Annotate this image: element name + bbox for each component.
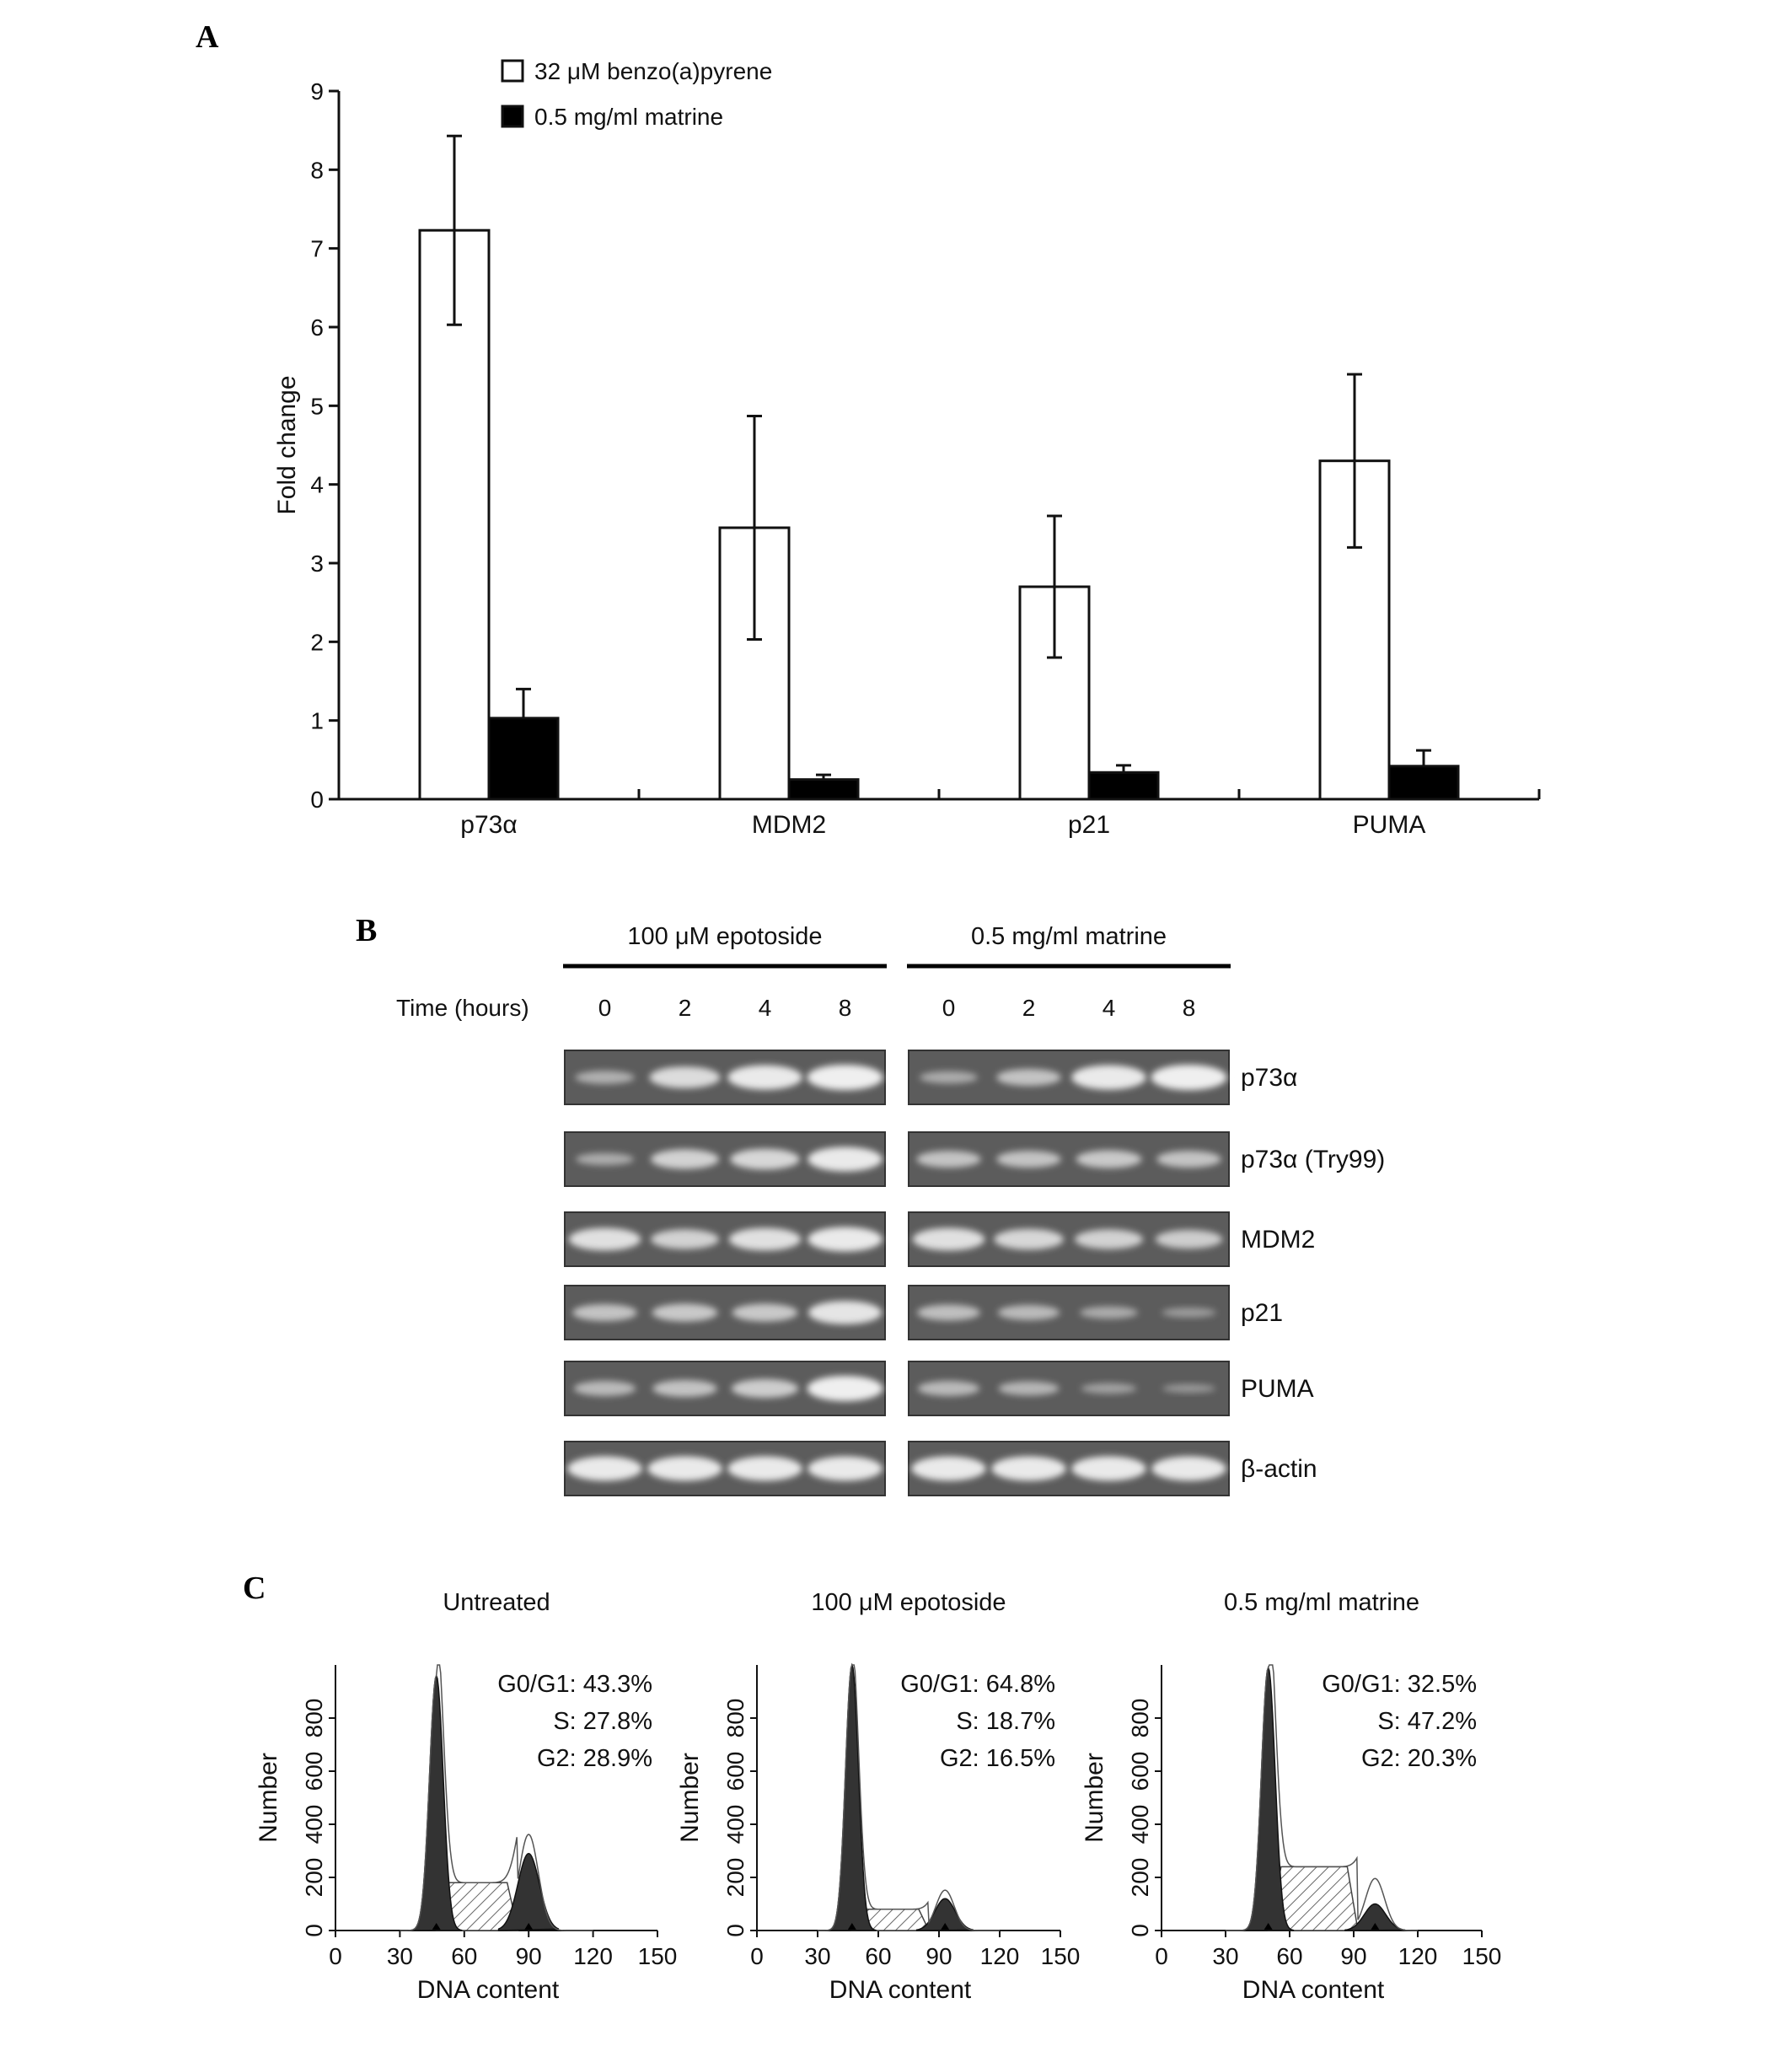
treatment-group-label: 100 μM epotoside (627, 923, 823, 950)
x-tick-label: 60 (865, 1943, 892, 1969)
protein-label: β-actin (1241, 1455, 1317, 1483)
time-point-label: 0 (598, 995, 612, 1021)
time-point-label: 4 (1102, 995, 1116, 1021)
phase-percentage: S: 18.7% (956, 1708, 1055, 1735)
blot-band (647, 1457, 722, 1481)
y-tick-label: 200 (1127, 1857, 1153, 1898)
blot-band (651, 1149, 719, 1168)
x-tick-label: 120 (1398, 1943, 1438, 1969)
category-label: p21 (1067, 811, 1111, 839)
blot-band (996, 1069, 1061, 1086)
y-tick-label: 6 (310, 314, 324, 341)
y-tick-label: 200 (301, 1857, 327, 1898)
bar (1089, 772, 1158, 799)
y-tick-label: 7 (310, 235, 324, 262)
y-tick-label: 0 (1127, 1924, 1153, 1937)
blot-band (920, 1071, 978, 1084)
blot-band (1080, 1307, 1138, 1319)
x-axis-label: DNA content (1242, 1976, 1385, 2004)
histogram-title: Untreated (443, 1589, 550, 1616)
x-tick-label: 30 (386, 1943, 413, 1969)
category-label: PUMA (1352, 811, 1426, 839)
blot-band (567, 1457, 642, 1481)
blot-band (999, 1382, 1060, 1396)
x-tick-label: 120 (573, 1943, 613, 1969)
blot-band (807, 1147, 883, 1172)
bar (789, 780, 858, 799)
blot-band (918, 1381, 980, 1396)
y-tick-label: 4 (310, 471, 324, 498)
y-tick-label: 800 (722, 1698, 748, 1738)
y-tick-label: 3 (310, 550, 324, 577)
x-tick-label: 150 (1462, 1943, 1502, 1969)
bar (489, 718, 558, 799)
blot-band (991, 1457, 1066, 1481)
x-tick-label: 30 (1212, 1943, 1239, 1969)
blot-band (911, 1457, 986, 1481)
protein-label: PUMA (1241, 1375, 1314, 1403)
blot-band (727, 1066, 802, 1090)
treatment-group-label: 0.5 mg/ml matrine (970, 923, 1167, 950)
y-tick-label: 400 (722, 1804, 748, 1845)
y-tick-label: 800 (301, 1698, 327, 1738)
phase-percentage: G2: 16.5% (939, 1745, 1055, 1772)
cell-cycle-panel-c (255, 1589, 1501, 2004)
blot-band (807, 1457, 883, 1481)
protein-label: p21 (1241, 1299, 1284, 1327)
protein-label: p73α (1241, 1064, 1298, 1092)
x-tick-label: 0 (750, 1943, 764, 1969)
blot-band (998, 1305, 1060, 1320)
panel-b-letter: B (356, 913, 378, 948)
y-tick-label: 0 (301, 1924, 327, 1937)
x-axis-label: DNA content (829, 1976, 972, 2004)
x-tick-label: 0 (329, 1943, 342, 1969)
y-tick-label: 400 (301, 1804, 327, 1845)
phase-percentage: G2: 20.3% (1360, 1745, 1477, 1772)
y-tick-label: 1 (310, 707, 324, 734)
blot-band (1151, 1457, 1226, 1481)
blot-band (917, 1305, 980, 1321)
blot-band (727, 1457, 802, 1481)
blot-band (576, 1153, 634, 1166)
blot-band (1076, 1150, 1142, 1168)
blot-band (994, 1229, 1064, 1250)
y-tick-label: 8 (310, 157, 324, 184)
blot-band (996, 1151, 1061, 1168)
time-point-label: 4 (758, 995, 772, 1021)
y-axis-label: Number (255, 1753, 282, 1843)
x-tick-label: 90 (926, 1943, 952, 1969)
blot-band (1071, 1457, 1146, 1481)
protein-label: MDM2 (1241, 1226, 1316, 1254)
phase-percentage: S: 47.2% (1377, 1708, 1477, 1735)
blot-band (732, 1379, 799, 1398)
x-tick-label: 60 (451, 1943, 478, 1969)
bar-chart-panel-a (273, 58, 1539, 839)
blot-band (1162, 1308, 1216, 1317)
blot-band (807, 1227, 883, 1252)
y-tick-label: 9 (310, 78, 324, 105)
panel-a-letter: A (196, 19, 219, 55)
blot-band (574, 1381, 636, 1396)
y-tick-label: 0 (722, 1924, 748, 1937)
time-point-label: 0 (942, 995, 956, 1021)
histogram-title: 0.5 mg/ml matrine (1223, 1589, 1420, 1616)
y-axis-label: Number (1081, 1753, 1108, 1843)
blot-band (916, 1151, 981, 1168)
legend-swatch (502, 106, 523, 126)
x-tick-label: 120 (979, 1943, 1020, 1969)
time-point-label: 8 (1182, 995, 1196, 1021)
blot-band (572, 1304, 637, 1321)
protein-label: p73α (Try99) (1241, 1146, 1386, 1173)
x-tick-label: 150 (1040, 1943, 1081, 1969)
x-tick-label: 0 (1155, 1943, 1168, 1969)
category-label: p73α (460, 811, 518, 839)
category-label: MDM2 (751, 811, 827, 839)
blot-band (913, 1228, 985, 1251)
x-tick-label: 90 (1340, 1943, 1367, 1969)
y-tick-label: 800 (1127, 1698, 1153, 1738)
g1-peak (828, 1665, 877, 1931)
y-tick-label: 600 (301, 1751, 327, 1791)
y-tick-label: 5 (310, 393, 324, 420)
blot-band (1156, 1230, 1223, 1249)
time-point-label: 2 (678, 995, 692, 1021)
blot-band (1075, 1229, 1143, 1249)
y-tick-label: 400 (1127, 1804, 1153, 1845)
x-tick-label: 60 (1276, 1943, 1303, 1969)
legend-label: 0.5 mg/ml matrine (534, 104, 724, 130)
legend-swatch (502, 61, 523, 81)
y-axis-label: Number (676, 1753, 704, 1843)
western-blot-panel-b (396, 923, 1385, 1496)
bar (1389, 766, 1458, 799)
x-axis-label: DNA content (416, 1976, 560, 2004)
x-tick-label: 150 (637, 1943, 678, 1969)
blot-band (575, 1071, 635, 1084)
blot-band (651, 1229, 719, 1249)
blot-band (807, 1376, 883, 1401)
y-axis-label: Fold change (273, 375, 301, 515)
time-axis-label: Time (hours) (396, 995, 529, 1021)
y-tick-label: 600 (1127, 1751, 1153, 1791)
phase-percentage: G2: 28.9% (536, 1745, 652, 1772)
time-point-label: 2 (1022, 995, 1036, 1021)
x-tick-label: 90 (515, 1943, 542, 1969)
phase-percentage: S: 27.8% (553, 1708, 652, 1735)
y-tick-label: 200 (722, 1857, 748, 1898)
blot-band (569, 1228, 641, 1251)
histogram-title: 100 μM epotoside (811, 1589, 1006, 1616)
y-tick-label: 0 (310, 787, 324, 813)
blot-band (1071, 1066, 1146, 1090)
y-tick-label: 600 (722, 1751, 748, 1791)
blot-band (729, 1228, 802, 1251)
blot-band (730, 1149, 800, 1170)
phase-percentage: G0/G1: 64.8% (900, 1671, 1055, 1698)
blot-band (1162, 1384, 1215, 1393)
blot-band (732, 1303, 798, 1321)
blot-band (1081, 1383, 1137, 1394)
panel-c-letter: C (243, 1571, 266, 1606)
blot-band (652, 1380, 717, 1397)
x-tick-label: 30 (804, 1943, 831, 1969)
blot-band (808, 1301, 882, 1324)
legend-label: 32 μM benzo(a)pyrene (534, 58, 773, 84)
blot-band (807, 1065, 883, 1090)
blot-band (1151, 1065, 1227, 1090)
time-point-label: 8 (838, 995, 852, 1021)
blot-band (652, 1303, 718, 1321)
y-tick-label: 2 (310, 629, 324, 656)
phase-percentage: G0/G1: 43.3% (497, 1671, 652, 1698)
blot-band (1156, 1151, 1221, 1168)
blot-band (650, 1066, 721, 1088)
phase-percentage: G0/G1: 32.5% (1322, 1671, 1477, 1698)
